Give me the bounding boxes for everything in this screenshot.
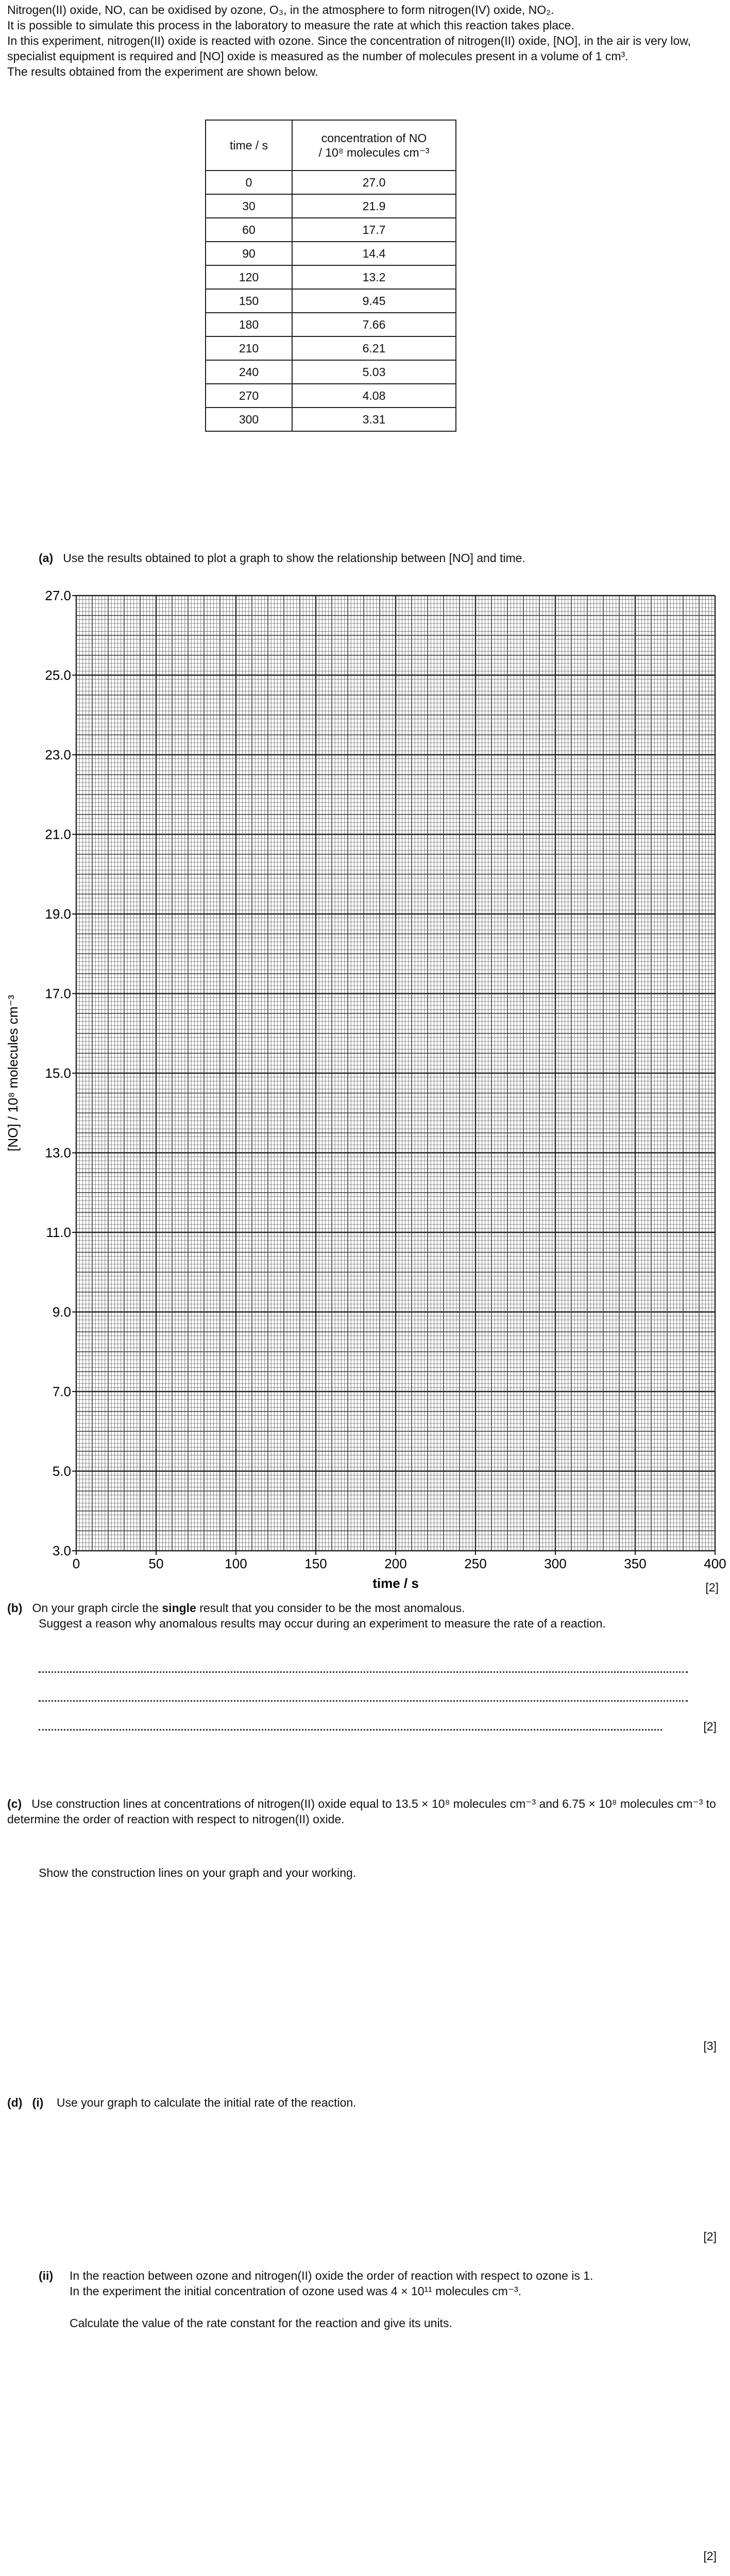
- question-d-i-label: (i): [32, 2096, 44, 2109]
- table-row: [206, 171, 456, 194]
- conc-cell: 7.66: [292, 313, 456, 336]
- table-row: [206, 218, 456, 242]
- grid-lines: [76, 596, 715, 1551]
- table-row: [206, 242, 456, 265]
- question-d-label: (d): [7, 2096, 23, 2109]
- results-table: [205, 120, 456, 432]
- header-conc-line1: concentration of NO: [321, 131, 427, 145]
- question-c-text: Use construction lines at concentrations of nitrogen(II) oxide equal to 13.5 × 10⁸ molecules cm⁻³ and 6.75 × 10⁸ molecules cm⁻³ to determine the order of reaction with respect to nitrogen(II) oxide.: [7, 1797, 716, 1826]
- y-axis-ticks: [45, 588, 76, 1558]
- question-b-line2: Suggest a reason why anomalous results may occur during an experiment to measure the rate of a reaction.: [39, 1617, 606, 1630]
- time-cell: 30: [206, 194, 292, 218]
- table-row: [206, 313, 456, 336]
- time-cell: 180: [206, 313, 292, 336]
- intro-paragraph-2: It is possible to simulate this process in the laboratory to measure the rate at which this reaction takes place.: [7, 19, 574, 32]
- answer-line[interactable]: [39, 1700, 688, 1702]
- conc-cell: 27.0: [292, 171, 456, 194]
- x-tick-label: 350: [624, 1556, 647, 1571]
- table-row: [206, 289, 456, 313]
- conc-cell: 6.21: [292, 336, 456, 360]
- question-b-text-post: result that you consider to be the most anomalous.: [196, 1601, 465, 1615]
- question-c-marks: [3]: [703, 2039, 717, 2053]
- table-row: [206, 360, 456, 384]
- question-d-ii-text3: Calculate the value of the rate constant for the reaction and give its units.: [70, 2316, 452, 2330]
- question-b-label: (b): [7, 1601, 23, 1615]
- question-c: [7, 1796, 718, 1827]
- y-tick-label: 7.0: [52, 1384, 71, 1399]
- time-cell: 300: [206, 408, 292, 431]
- table-header-row: [206, 120, 456, 171]
- question-d-i-text: Use your graph to calculate the initial rate of the reaction.: [56, 2096, 356, 2109]
- question-d-i: [7, 2095, 718, 2110]
- intro-text: [7, 2, 718, 79]
- graph-grid[interactable]: [0, 577, 730, 1597]
- question-b-text-bold: single: [162, 1601, 196, 1615]
- y-tick-label: 13.0: [45, 1145, 71, 1161]
- y-tick-label: 9.0: [52, 1304, 71, 1320]
- y-tick-label: 15.0: [45, 1065, 71, 1081]
- question-d-ii: [39, 2268, 708, 2331]
- x-axis-label: time / s: [372, 1575, 419, 1591]
- question-b-text-pre: On your graph circle the: [32, 1601, 162, 1615]
- time-cell: 120: [206, 265, 292, 289]
- conc-cell: 14.4: [292, 242, 456, 265]
- table-row: [206, 265, 456, 289]
- y-tick-label: 5.0: [52, 1463, 71, 1479]
- conc-cell: 21.9: [292, 194, 456, 218]
- y-tick-label: 11.0: [46, 1225, 71, 1240]
- time-cell: 150: [206, 289, 292, 313]
- intro-paragraph-3: In this experiment, nitrogen(II) oxide is reacted with ozone. Since the concentration of nitrogen(II) oxide, [NO], in the air is very low, specialist equipment is required and [NO] oxide is measured as the number of molecules present in a volume of 1 cm³.: [7, 34, 691, 63]
- x-tick-label: 100: [225, 1556, 247, 1571]
- x-axis-ticks: [73, 1551, 726, 1571]
- question-b: [7, 1600, 718, 1616]
- x-tick-label: 0: [72, 1556, 80, 1571]
- time-cell: 270: [206, 384, 292, 408]
- conc-cell: 4.08: [292, 384, 456, 408]
- header-concentration: [292, 120, 456, 171]
- question-d-ii-marks: [2]: [703, 2549, 717, 2563]
- conc-cell: 13.2: [292, 265, 456, 289]
- question-d-i-marks: [2]: [703, 2230, 717, 2243]
- question-d-ii-text2: In the experiment the initial concentration of ozone used was 4 × 10¹¹ molecules cm⁻³.: [70, 2284, 522, 2298]
- x-tick-label: 250: [464, 1556, 487, 1571]
- header-time: time / s: [206, 120, 292, 171]
- x-tick-label: 300: [544, 1556, 567, 1571]
- conc-cell: 17.7: [292, 218, 456, 242]
- y-tick-label: 21.0: [45, 826, 71, 842]
- table-row: [206, 336, 456, 360]
- answer-line[interactable]: [39, 1729, 662, 1731]
- question-c-text2: Show the construction lines on your graph and your working.: [39, 1866, 356, 1879]
- y-tick-label: 17.0: [45, 986, 71, 1002]
- table-row: [206, 384, 456, 408]
- answer-line[interactable]: [39, 1671, 688, 1673]
- y-tick-label: 19.0: [45, 906, 71, 922]
- x-tick-label: 400: [704, 1556, 726, 1571]
- y-tick-label: 3.0: [52, 1543, 71, 1558]
- question-a-marks: [2]: [705, 1581, 719, 1594]
- x-tick-label: 150: [304, 1556, 327, 1571]
- time-cell: 240: [206, 360, 292, 384]
- header-conc-line2: / 10⁸ molecules cm⁻³: [318, 146, 430, 159]
- question-a-text: Use the results obtained to plot a graph to show the relationship between [NO] and time.: [63, 551, 525, 565]
- time-cell: 60: [206, 218, 292, 242]
- question-a-label: (a): [39, 551, 54, 565]
- intro-paragraph-1: Nitrogen(II) oxide, NO, can be oxidised by ozone, O₃, in the atmosphere to form nitrogen(IV) oxide, NO₂.: [7, 3, 554, 16]
- time-cell: 0: [206, 171, 292, 194]
- table-row: [206, 408, 456, 431]
- question-c-label: (c): [7, 1797, 22, 1810]
- question-a: [39, 550, 525, 566]
- conc-cell: 9.45: [292, 289, 456, 313]
- y-tick-label: 23.0: [45, 747, 71, 762]
- table-row: [206, 194, 456, 218]
- question-d-ii-text1: In the reaction between ozone and nitrogen(II) oxide the order of reaction with respect to ozone is 1.: [70, 2269, 593, 2282]
- x-tick-label: 50: [148, 1556, 164, 1571]
- time-cell: 90: [206, 242, 292, 265]
- y-tick-label: 25.0: [45, 667, 71, 683]
- y-axis-label: [NO] / 10⁸ molecules cm⁻³: [5, 995, 21, 1151]
- x-tick-label: 200: [384, 1556, 407, 1571]
- y-tick-label: 27.0: [45, 588, 71, 603]
- question-d-ii-label: (ii): [39, 2269, 54, 2282]
- conc-cell: 5.03: [292, 360, 456, 384]
- question-b-marks: [2]: [703, 1720, 717, 1733]
- conc-cell: 3.31: [292, 408, 456, 431]
- time-cell: 210: [206, 336, 292, 360]
- intro-paragraph-4: The results obtained from the experiment are shown below.: [7, 65, 318, 78]
